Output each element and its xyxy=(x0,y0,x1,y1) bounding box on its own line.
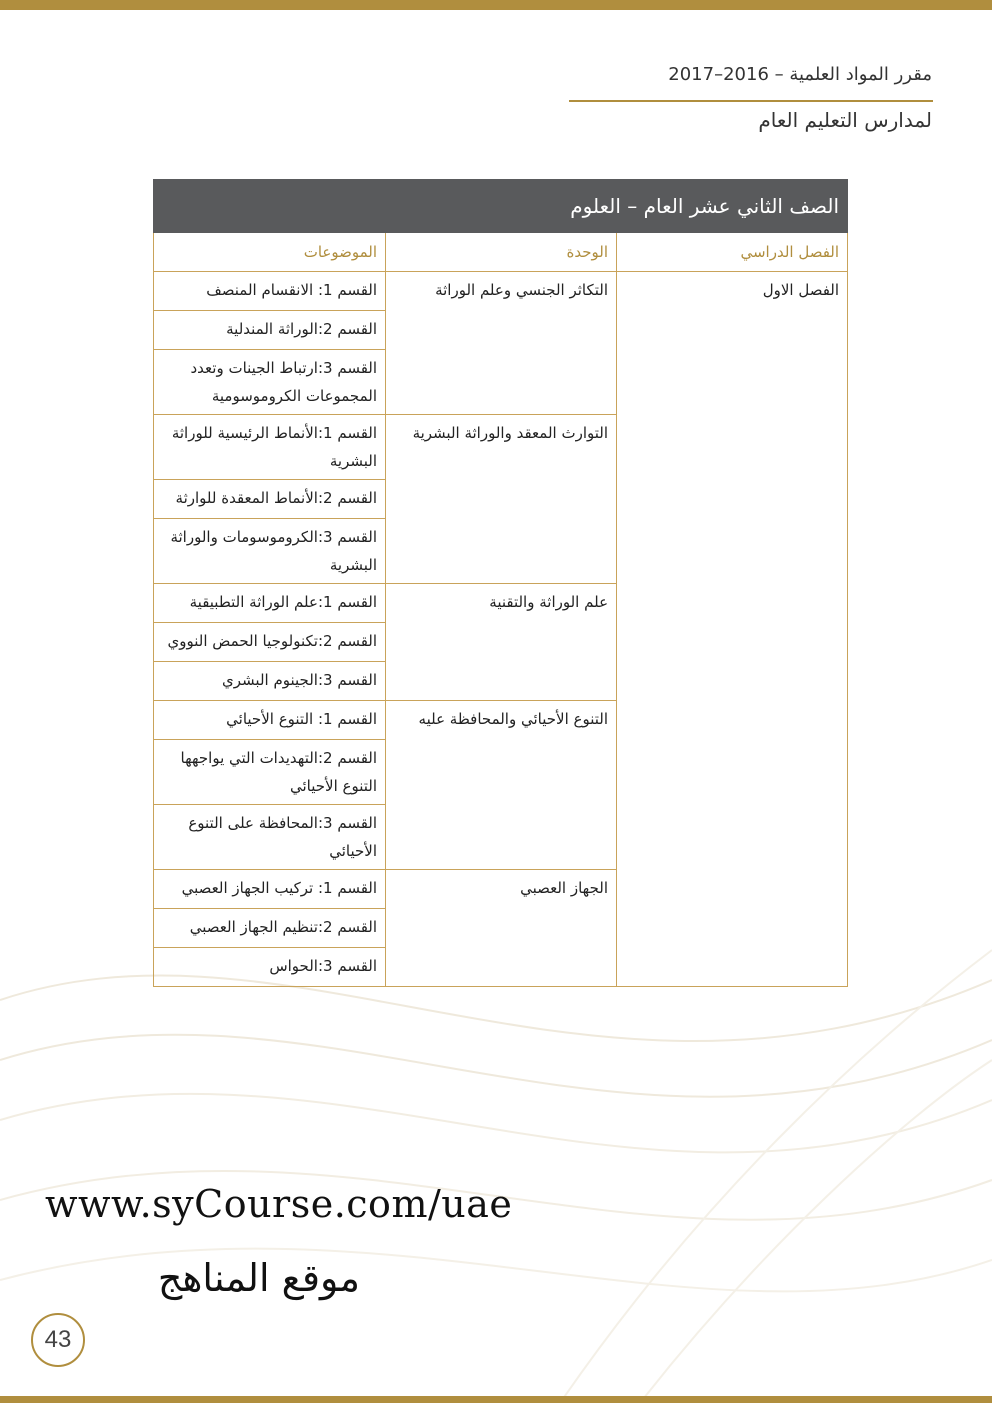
term-cell: الفصل الاول xyxy=(617,272,848,987)
unit-cell: علم الوراثة والتقنية xyxy=(386,584,617,701)
topic-cell: القسم 2:الوراثة المندلية xyxy=(154,311,386,350)
unit-cell: التنوع الأحيائي والمحافظة عليه xyxy=(386,701,617,870)
topic-cell: القسم 2:التهديدات التي يواجهها التنوع الأحيائي xyxy=(154,740,386,805)
curriculum-table xyxy=(153,179,848,987)
column-header-topics: الموضوعات xyxy=(154,233,386,272)
table-caption: الصف الثاني عشر العام – العلوم xyxy=(154,180,848,233)
unit-cell: التوارث المعقد والوراثة البشرية xyxy=(386,415,617,584)
topic-cell: القسم 1: الانقسام المنصف xyxy=(154,272,386,311)
website-name: موقع المناهج xyxy=(157,1256,360,1300)
topic-cell: القسم 2:الأنماط المعقدة للوارثة xyxy=(154,480,386,519)
topic-cell: القسم 3:الكروموسومات والوراثة البشرية xyxy=(154,519,386,584)
topic-cell: القسم 3:الجينوم البشري xyxy=(154,662,386,701)
topic-cell: القسم 2:تنظيم الجهاز العصبي xyxy=(154,909,386,948)
table-row xyxy=(154,272,848,311)
column-header-term: الفصل الدراسي xyxy=(617,233,848,272)
topic-cell: القسم 3:ارتباط الجينات وتعدد المجموعات الكروموسومية xyxy=(154,350,386,415)
topic-cell: القسم 2:تكنولوجيا الحمض النووي xyxy=(154,623,386,662)
topic-cell: القسم 1:علم الوراثة التطبيقية xyxy=(154,584,386,623)
top-accent-bar xyxy=(0,0,992,10)
website-url: www.syCourse.com/uae xyxy=(45,1182,513,1226)
topic-cell: القسم 3:الحواس xyxy=(154,948,386,987)
topic-cell: القسم 1: التنوع الأحيائي xyxy=(154,701,386,740)
unit-cell: التكاثر الجنسي وعلم الوراثة xyxy=(386,272,617,415)
unit-cell: الجهاز العصبي xyxy=(386,870,617,987)
topic-cell: القسم 1:الأنماط الرئيسية للوراثة البشرية xyxy=(154,415,386,480)
topic-cell: القسم 3:المحافظة على التنوع الأحيائي xyxy=(154,805,386,870)
header-title: مقرر المواد العلمية – 2016–2017 xyxy=(668,64,932,85)
bottom-accent-bar xyxy=(0,1396,992,1403)
header-subtitle: لمدارس التعليم العام xyxy=(758,108,932,132)
topic-cell: القسم 1: تركيب الجهاز العصبي xyxy=(154,870,386,909)
page-number-badge: 43 xyxy=(31,1313,85,1367)
column-header-unit: الوحدة xyxy=(386,233,617,272)
header-divider xyxy=(569,100,933,102)
